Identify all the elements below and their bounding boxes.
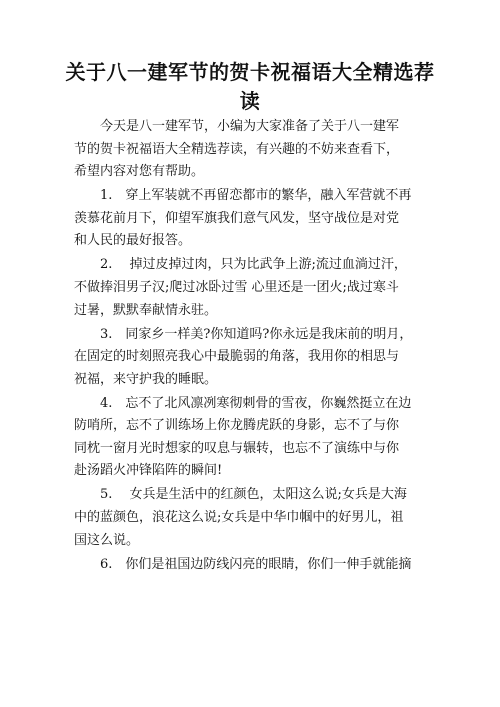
text-line: 1. 穿上军装就不再留恋都市的繁华，融入军营就不再 [100, 188, 412, 204]
text-line: 祝福，来守护我的睡眠。 [74, 371, 218, 387]
text-line: 在固定的时刻照亮我心中最脆弱的角落，我用你的相思与 [74, 349, 400, 365]
text-line: 5. 女兵是生活中的红颜色，太阳这么说;女兵是大海 [100, 487, 407, 503]
text-line: 4. 忘不了北风凛冽寒彻刺骨的雪夜，你巍然挺立在边 [100, 395, 412, 411]
text-line: 羡慕花前月下，仰望军旗我们意气风发，坚守战位是对党 [74, 210, 400, 226]
title-line: 读 [239, 89, 261, 113]
wish-item-3 [74, 324, 434, 392]
text-line: 2. 掉过皮掉过肉，只为比武争上游;流过血淌过汗， [100, 257, 407, 273]
text-line: 国这么说。 [74, 532, 140, 548]
title-line: 关于八一建军节的贺卡祝福语大全精选荐 [65, 60, 435, 84]
text-line: 3. 同家乡一样美?你知道吗?你永远是我床前的明月， [100, 326, 413, 342]
wish-item-2 [74, 254, 434, 322]
article-body [74, 116, 434, 578]
text-line: 防哨所，忘不了训练场上你龙腾虎跃的身影，忘不了与你 [74, 418, 400, 434]
text-line: 过暑，默默奉献情永驻。 [74, 302, 218, 318]
text-line: 和人民的最好报答。 [74, 233, 192, 249]
text-line: 同枕一窗月光时想家的叹息与辗转，也忘不了演练中与你 [74, 440, 400, 456]
intro-paragraph [74, 116, 434, 184]
text-line: 希望内容对您有帮助。 [74, 164, 205, 180]
text-line: 不做捧泪男子汉;爬过冰卧过雪 心里还是一团火;战过寒斗 [74, 279, 399, 295]
text-line: 节的贺卡祝福语大全精选荐读，有兴趣的不妨来查看下， [74, 141, 400, 157]
text-line: 6. 你们是祖国边防线闪亮的眼睛，你们一伸手就能摘 [100, 556, 412, 572]
page-title [60, 58, 440, 116]
wish-item-4 [74, 393, 434, 483]
wish-item-5 [74, 484, 434, 552]
wish-item-6 [74, 554, 434, 577]
text-line: 中的蓝颜色，浪花这么说;女兵是中华巾帼中的好男儿，祖 [74, 510, 404, 526]
text-line: 今天是八一建军节，小编为大家准备了关于八一建军 [100, 119, 400, 134]
text-line: 赴汤蹈火冲锋陷阵的瞬间! [74, 463, 223, 479]
wish-item-1 [74, 185, 434, 253]
